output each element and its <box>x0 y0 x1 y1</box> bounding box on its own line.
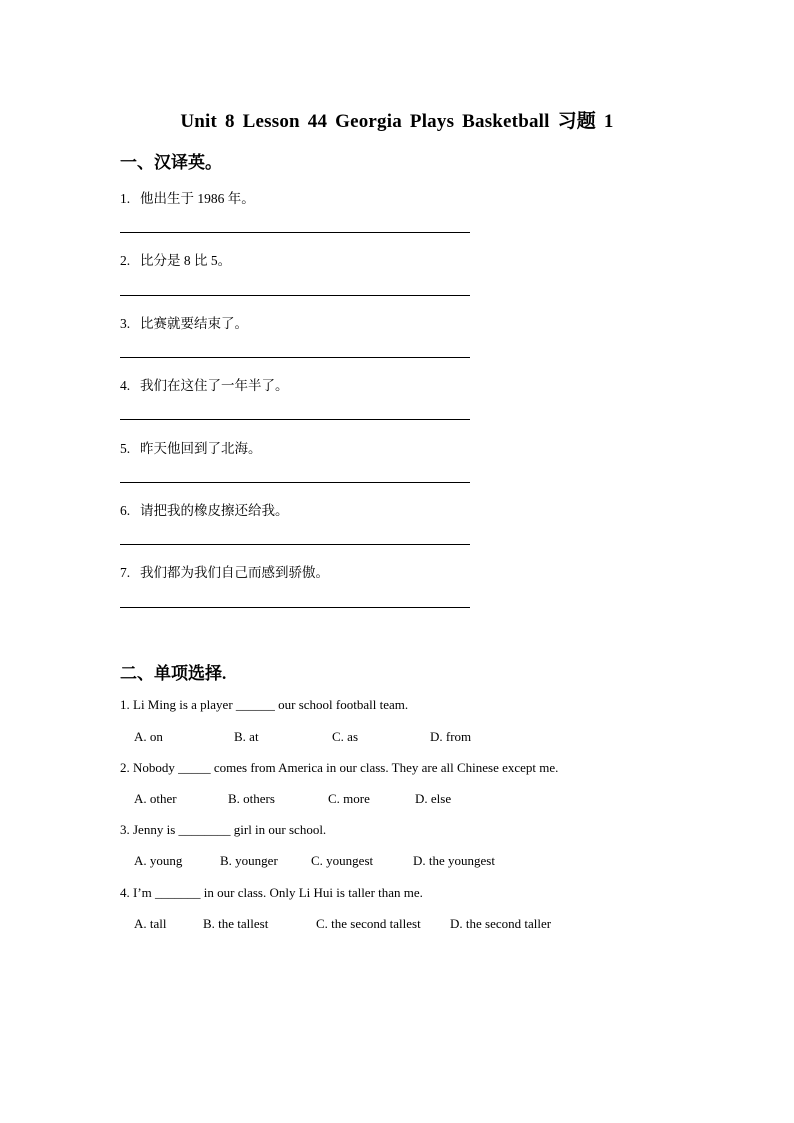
mc-question: 3. Jenny is ________ girl in our school. <box>120 822 327 837</box>
answer-line[interactable] <box>120 295 470 296</box>
translation-item <box>120 312 248 332</box>
option-d[interactable]: D. the youngest <box>413 853 495 868</box>
option-d[interactable]: D. from <box>430 729 472 744</box>
translation-item <box>120 374 289 394</box>
translation-item <box>120 561 329 581</box>
mc-question: 1. Li Ming is a player ______ our school football team. <box>120 697 409 712</box>
option-a[interactable]: A. other <box>134 791 177 806</box>
option-d[interactable]: D. else <box>415 791 452 806</box>
item-text: 我们都为我们自己而感到骄傲。 <box>140 565 329 580</box>
translation-item <box>120 437 262 457</box>
item-text: 我们在这住了一年半了。 <box>140 378 289 393</box>
item-number: 1. <box>120 191 131 206</box>
option-c[interactable]: C. more <box>328 791 370 806</box>
translation-item <box>120 249 231 269</box>
item-number: 6. <box>120 503 131 518</box>
item-number: 3. <box>120 316 131 331</box>
option-c[interactable]: C. youngest <box>311 853 374 868</box>
option-b[interactable]: B. the tallest <box>203 916 269 931</box>
option-a[interactable]: A. young <box>134 853 183 868</box>
option-a[interactable]: A. tall <box>134 916 167 931</box>
mc-question: 4. I’m _______ in our class. Only Li Hui is taller than me. <box>120 885 423 900</box>
translation-item <box>120 187 255 207</box>
answer-line[interactable] <box>120 419 470 420</box>
item-text: 他出生于 1986 年。 <box>140 191 255 206</box>
item-text: 请把我的橡皮擦还给我。 <box>140 503 289 518</box>
option-a[interactable]: A. on <box>134 729 163 744</box>
answer-line[interactable] <box>120 607 470 608</box>
translation-item <box>120 499 289 519</box>
item-number: 7. <box>120 565 131 580</box>
answer-line[interactable] <box>120 482 470 483</box>
option-d[interactable]: D. the second taller <box>450 916 552 931</box>
answer-line[interactable] <box>120 357 470 358</box>
section-1-heading: 一、汉译英。 <box>120 153 222 172</box>
page-title: Unit 8 Lesson 44 Georgia Plays Basketball 习题 1 <box>180 111 614 132</box>
answer-line[interactable] <box>120 544 470 545</box>
item-text: 比赛就要结束了。 <box>140 316 248 331</box>
option-b[interactable]: B. younger <box>220 853 278 868</box>
option-b[interactable]: B. others <box>228 791 275 806</box>
item-number: 2. <box>120 253 131 268</box>
section-2-heading: 二、单项选择. <box>120 664 227 683</box>
item-text: 昨天他回到了北海。 <box>140 441 262 456</box>
answer-line[interactable] <box>120 232 470 233</box>
mc-question: 2. Nobody _____ comes from America in our class. They are all Chinese except me. <box>120 760 559 775</box>
option-c[interactable]: C. as <box>332 729 358 744</box>
option-c[interactable]: C. the second tallest <box>316 916 421 931</box>
item-number: 4. <box>120 378 131 393</box>
item-number: 5. <box>120 441 131 456</box>
option-b[interactable]: B. at <box>234 729 259 744</box>
item-text: 比分是 8 比 5。 <box>140 253 232 268</box>
